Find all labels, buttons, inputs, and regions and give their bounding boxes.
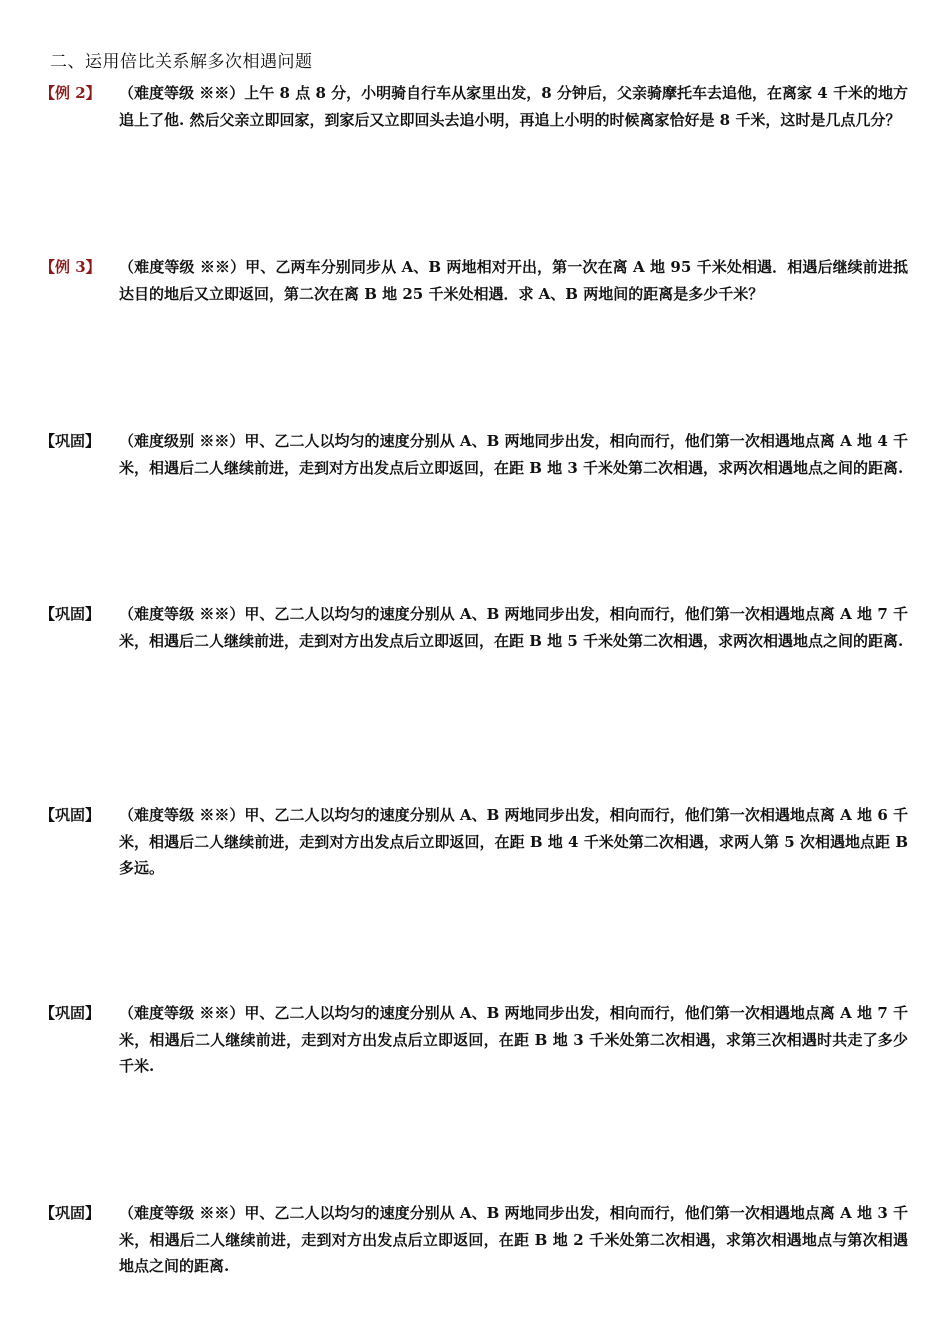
example-2 — [40, 80, 908, 133]
problem-text: （难度等级 ※※）甲、乙二人以均匀的速度分别从 A、B 两地同步出发，相向而行，他们第一次相遇地点离 A 地 7 千米，相遇后二人继续前进，走到对方出发点后立即返回，在距 B 地 3 千米处第二次相遇，求第三次相遇时共走了多少千米. — [119, 1004, 908, 1075]
problem-label: 【例 2】 — [40, 84, 101, 102]
example-3 — [40, 254, 908, 307]
problem-label: 【例 3】 — [40, 258, 101, 276]
section-title: 二、运用倍比关系解多次相遇问题 — [50, 52, 313, 72]
practice-problem-2 — [40, 601, 908, 654]
problem-text: （难度等级 ※※）上午 8 点 8 分，小明骑自行车从家里出发，8 分钟后，父亲骑摩托车去追他，在离家 4 千米的地方追上了他. 然后父亲立即回家，到家后又立即回头去追小明，再追上小明的时候离家恰好是 8 千米，这时是几点几分？ — [119, 84, 908, 129]
problem-text: （难度等级 ※※）甲、乙两车分别同步从 A、B 两地相对开出，第一次在离 A 地 95 千米处相遇．相遇后继续前进抵达目的地后又立即返回，第二次在离 B 地 25 千米处相遇．求 A、B 两地间的距离是多少千米？ — [119, 258, 908, 303]
problem-text: （难度等级 ※※）甲、乙二人以均匀的速度分别从 A、B 两地同步出发，相向而行，他们第一次相遇地点离 A 地 6 千米，相遇后二人继续前进，走到对方出发点后立即返回，在距 B 地 4 千米处第二次相遇，求两人第 5 次相遇地点距 B 多远。 — [119, 806, 908, 877]
practice-problem-4 — [40, 1000, 908, 1080]
problem-label: 【巩固】 — [40, 605, 101, 623]
problem-text: （难度等级 ※※）甲、乙二人以均匀的速度分别从 A、B 两地同步出发，相向而行，他们第一次相遇地点离 A 地 3 千米，相遇后二人继续前进，走到对方出发点后立即返回，在距 B 地 2 千米处第二次相遇，求第次相遇地点与第次相遇地点之间的距离. — [119, 1204, 908, 1275]
problem-label: 【巩固】 — [40, 1204, 101, 1222]
problem-label: 【巩固】 — [40, 1004, 101, 1022]
problem-label: 【巩固】 — [40, 432, 101, 450]
problem-text: （难度级别 ※※）甲、乙二人以均匀的速度分别从 A、B 两地同步出发，相向而行，他们第一次相遇地点离 A 地 4 千米，相遇后二人继续前进，走到对方出发点后立即返回，在距 B 地 3 千米处第二次相遇，求两次相遇地点之间的距离. — [119, 432, 908, 477]
problem-text: （难度等级 ※※）甲、乙二人以均匀的速度分别从 A、B 两地同步出发，相向而行，他们第一次相遇地点离 A 地 7 千米，相遇后二人继续前进，走到对方出发点后立即返回，在距 B 地 5 千米处第二次相遇，求两次相遇地点之间的距离. — [119, 605, 908, 650]
practice-problem-5 — [40, 1200, 908, 1280]
practice-problem-1 — [40, 428, 908, 481]
problem-label: 【巩固】 — [40, 806, 101, 824]
practice-problem-3 — [40, 802, 908, 882]
